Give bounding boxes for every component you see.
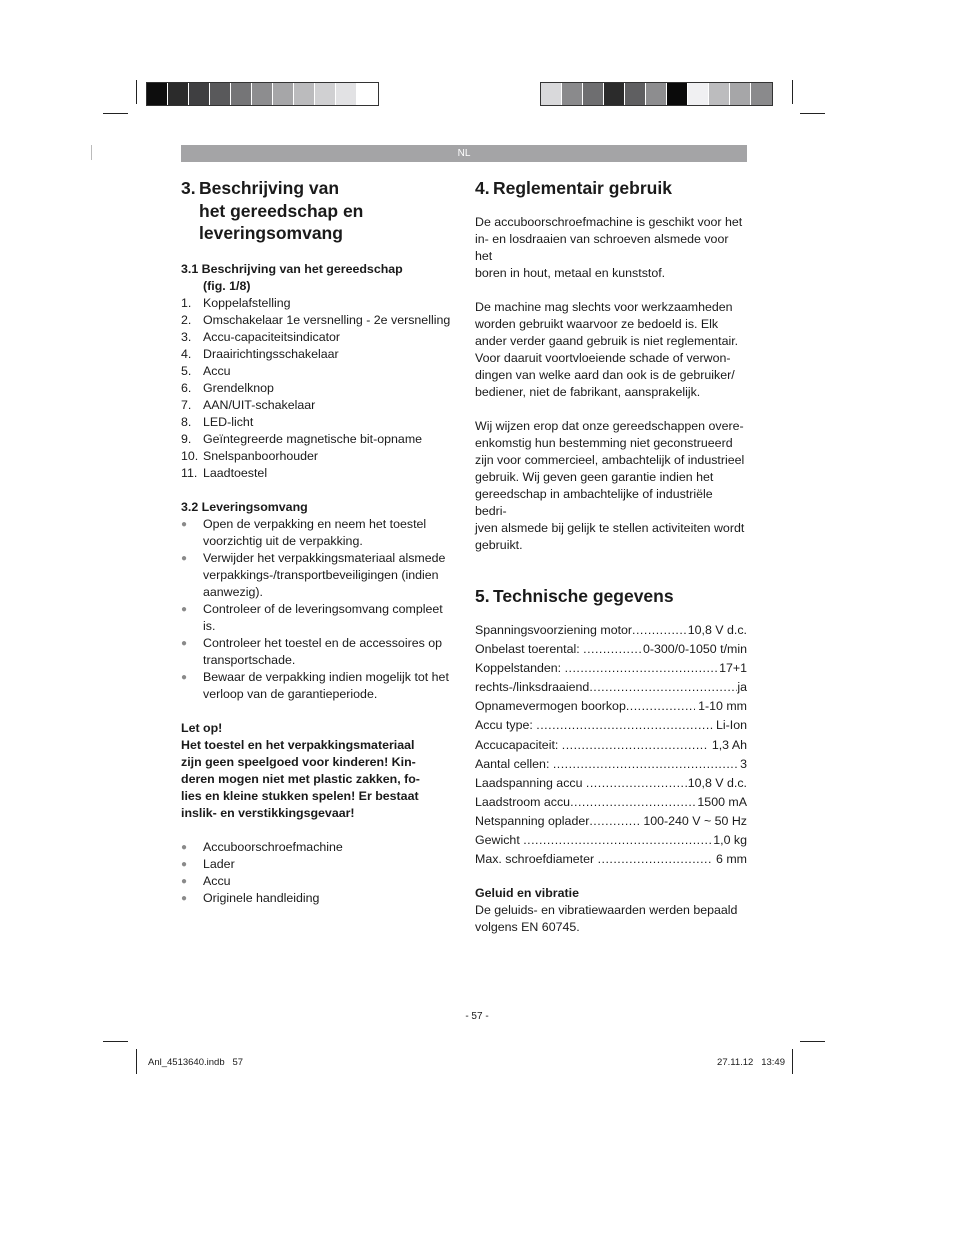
crop-mark xyxy=(792,1049,793,1074)
item-label: Accu xyxy=(203,873,231,888)
spec-label: Accucapaciteit: xyxy=(475,737,562,752)
item-label: LED-licht xyxy=(203,414,254,429)
item-text xyxy=(203,635,442,669)
crop-mark xyxy=(792,80,793,104)
spec-label: Max. schroefdiameter xyxy=(475,852,598,867)
crop-mark xyxy=(103,113,128,114)
spec-label: rechts-/linksdraaiend xyxy=(475,680,590,695)
color-swatch xyxy=(688,83,709,105)
color-swatch xyxy=(168,83,189,105)
text-line: boren in hout, metaal en kunststof. xyxy=(475,265,666,280)
spec-row xyxy=(475,813,747,832)
bullet-icon: ● xyxy=(181,671,188,683)
text-line: transportschade. xyxy=(203,652,296,667)
list-item xyxy=(181,329,453,346)
item-label: AAN/UIT-schakelaar xyxy=(203,397,316,412)
bullet-icon: ● xyxy=(181,603,188,615)
list-item xyxy=(181,873,453,890)
noise-heading: Geluid en vibratie xyxy=(475,886,579,901)
spec-value: 1,3 Ah xyxy=(708,737,747,752)
color-calibration-bar-left xyxy=(146,82,379,106)
text-line: zijn voor commercieel, ambachtelijk of industrieel xyxy=(475,452,745,467)
usage-paragraph-2 xyxy=(475,299,747,401)
spec-value: 0-300/0-1050 t/min xyxy=(642,642,747,657)
crop-mark xyxy=(91,145,92,160)
text-line: Wij wijzen erop dat onze gereedschappen overe- xyxy=(475,418,744,433)
text-line: De accuboorschroefmachine is geschikt voor het xyxy=(475,214,743,229)
list-item xyxy=(181,550,453,601)
color-swatch xyxy=(147,83,168,105)
dot-leader xyxy=(598,851,713,868)
spec-value: 17+1 xyxy=(719,661,747,676)
item-number: 10. xyxy=(181,448,199,463)
list-item xyxy=(181,839,453,856)
technical-specs-table xyxy=(475,622,747,870)
spec-row xyxy=(475,641,747,660)
text-line: Open de verpakking en neem het toestel xyxy=(203,516,427,531)
spec-label: Spanningsvoorziening motor xyxy=(475,623,633,637)
noise-text xyxy=(475,902,747,936)
spec-row xyxy=(475,660,747,679)
color-swatch xyxy=(315,83,336,105)
item-label: Draairichtingsschakelaar xyxy=(203,346,339,361)
bullet-icon: ● xyxy=(181,858,188,870)
list-item xyxy=(181,601,453,635)
text-line: verloop van de garantieperiode. xyxy=(203,686,378,701)
text-line: is. xyxy=(203,618,216,633)
text-line: voorzichtig uit de verpakking. xyxy=(203,533,363,548)
item-text xyxy=(203,550,445,601)
text-line: dingen van welke aard dan ook is de gebruiker/ xyxy=(475,367,735,382)
color-calibration-bar-right xyxy=(540,82,773,106)
spec-value: 100-240 V ~ 50 Hz xyxy=(639,813,747,828)
delivery-steps-list xyxy=(181,516,453,703)
item-number: 2. xyxy=(181,312,192,327)
color-swatch xyxy=(751,83,772,105)
spec-value: 10,8 V d.c. xyxy=(687,623,747,637)
list-item xyxy=(181,346,453,363)
color-swatch xyxy=(730,83,751,105)
list-item xyxy=(181,516,453,550)
text-line: ander verder gaand gebruik is niet reglementair. xyxy=(475,333,739,348)
spec-label: Gewicht xyxy=(475,833,524,848)
item-number: 5. xyxy=(181,363,192,378)
text-line: enkomstig hun bestemming niet geconstrueerd xyxy=(475,435,733,450)
dot-leader xyxy=(536,717,712,734)
item-label: Laadtoestel xyxy=(203,465,268,480)
color-swatch xyxy=(604,83,625,105)
dot-leader xyxy=(562,737,709,754)
spec-label: Koppelstanden: xyxy=(475,661,565,676)
dot-leader xyxy=(632,622,688,639)
list-item xyxy=(181,635,453,669)
color-swatch xyxy=(231,83,252,105)
warning-line: Het toestel en het verpakkingsmateriaal xyxy=(181,737,415,752)
spec-value: 1-10 mm xyxy=(694,699,747,714)
spec-value: 10,8 V d.c. xyxy=(687,775,747,790)
bullet-icon: ● xyxy=(181,892,188,904)
dot-leader xyxy=(589,813,640,830)
spec-label: Aantal cellen: xyxy=(475,756,553,771)
text-line: gereedschap in ambachtelijke of industriële bedri- xyxy=(475,486,713,518)
spec-value: 3 xyxy=(736,756,747,771)
color-swatch xyxy=(562,83,583,105)
crop-mark xyxy=(136,1049,137,1074)
section-3-heading: 3. Beschrijving van het gereedschap en leveringsomvang xyxy=(181,178,364,243)
left-column xyxy=(181,177,453,907)
item-number: 6. xyxy=(181,380,192,395)
dot-leader xyxy=(553,756,737,773)
spec-row xyxy=(475,794,747,813)
usage-paragraph-3 xyxy=(475,418,747,554)
item-number: 11. xyxy=(181,465,198,480)
list-item xyxy=(181,669,453,703)
spec-row xyxy=(475,756,747,775)
text-line: aanwezig). xyxy=(203,584,263,599)
list-item xyxy=(181,431,453,448)
spec-label: Laadspanning accu xyxy=(475,775,586,790)
color-swatch xyxy=(273,83,294,105)
dot-leader xyxy=(589,679,737,696)
spec-value: ja xyxy=(737,680,747,695)
list-item xyxy=(181,295,453,312)
spec-value: 1,0 kg xyxy=(713,833,747,848)
language-header: NL xyxy=(181,145,747,162)
color-swatch xyxy=(667,83,688,105)
dot-leader xyxy=(586,775,688,792)
section-4-heading: 4. Reglementair gebruik xyxy=(475,178,672,198)
list-item xyxy=(181,414,453,431)
bullet-icon: ● xyxy=(181,552,188,564)
section-5-heading: 5. Technische gegevens xyxy=(475,585,674,606)
item-label: Omschakelaar 1e versnelling - 2e versnelling xyxy=(203,312,451,327)
warning-line: Let op! xyxy=(181,720,223,735)
subsection-3-1-heading: 3.1 Beschrijving van het gereedschap (fig. 1/8) xyxy=(181,261,403,293)
item-label: Originele handleiding xyxy=(203,890,320,905)
crop-mark xyxy=(800,1041,825,1042)
bullet-icon: ● xyxy=(181,875,188,887)
crop-mark xyxy=(136,80,137,104)
text-line: verpakkings-/transportbeveiligingen (indien xyxy=(203,567,439,582)
item-label: Grendelknop xyxy=(203,380,274,395)
page-number: - 57 - xyxy=(465,1011,489,1022)
dot-leader xyxy=(523,832,713,849)
text-line: bediener, niet de fabrikant, aansprakelijk. xyxy=(475,384,701,399)
item-label: Snelspanboorhouder xyxy=(203,448,319,463)
text-line: Controleer of de leveringsomvang compleet xyxy=(203,601,443,616)
spec-row xyxy=(475,832,747,851)
print-date-info: 27.11.12 13:49 xyxy=(717,1057,785,1068)
list-item xyxy=(181,465,453,482)
bullet-icon: ● xyxy=(181,841,188,853)
color-swatch xyxy=(625,83,646,105)
subsection-3-2-heading: 3.2 Leveringsomvang xyxy=(181,499,308,514)
text-line: in- en losdraaien van schroeven alsmede voor het xyxy=(475,231,729,263)
list-item xyxy=(181,380,453,397)
bullet-icon: ● xyxy=(181,637,188,649)
text-line: worden gebruikt waarvoor ze bedoeld is. Elk xyxy=(475,316,719,331)
color-swatch xyxy=(252,83,273,105)
spec-label: Laadstroom accu xyxy=(475,794,571,809)
item-text xyxy=(203,516,426,550)
spec-row xyxy=(475,622,747,641)
spec-label: Netspanning oplader xyxy=(475,813,590,828)
warning-line: inslik- en verstikkingsgevaar! xyxy=(181,805,355,820)
text-line: volgens EN 60745. xyxy=(475,920,580,935)
list-item xyxy=(181,890,453,907)
color-swatch xyxy=(357,83,378,105)
list-item xyxy=(181,312,453,329)
item-number: 1. xyxy=(181,295,192,310)
item-number: 4. xyxy=(181,346,192,361)
item-label: Koppelafstelling xyxy=(203,295,291,310)
usage-paragraph-1 xyxy=(475,214,747,282)
crop-mark xyxy=(800,113,825,114)
item-number: 3. xyxy=(181,329,192,344)
item-label: Lader xyxy=(203,856,235,871)
dot-leader xyxy=(626,698,695,715)
color-swatch xyxy=(294,83,315,105)
color-swatch xyxy=(210,83,231,105)
warning-line: deren mogen niet met plastic zakken, fo- xyxy=(181,771,420,786)
text-line: Bewaar de verpakking indien mogelijk tot het xyxy=(203,669,449,684)
spec-row xyxy=(475,717,747,736)
text-line: jven alsmede bij gelijk te stellen activiteiten wordt xyxy=(475,520,745,535)
dot-leader xyxy=(570,794,697,811)
item-label: Accuboorschroefmachine xyxy=(203,839,343,854)
parts-list xyxy=(181,295,453,482)
color-swatch xyxy=(583,83,604,105)
right-column xyxy=(475,177,747,936)
text-line: gebruikt. xyxy=(475,537,523,552)
spec-value: 1500 mA xyxy=(697,794,747,809)
spec-value: 6 mm xyxy=(712,852,747,867)
color-swatch xyxy=(336,83,357,105)
spec-row xyxy=(475,737,747,756)
dot-leader xyxy=(565,660,720,677)
spec-row xyxy=(475,851,747,870)
text-line: Verwijder het verpakkingsmateriaal alsmede xyxy=(203,550,446,565)
text-line: Controleer het toestel en de accessoires op xyxy=(203,635,443,650)
warning-line: lies en kleine stukken spelen! Er bestaat xyxy=(181,788,419,803)
spec-value: Li-Ion xyxy=(712,718,747,733)
color-swatch xyxy=(709,83,730,105)
item-label: Accu-capaciteitsindicator xyxy=(203,329,341,344)
crop-mark xyxy=(103,1041,128,1042)
item-text xyxy=(203,669,449,703)
color-swatch xyxy=(189,83,210,105)
spec-row xyxy=(475,775,747,794)
list-item xyxy=(181,397,453,414)
item-number: 7. xyxy=(181,397,192,412)
item-text xyxy=(203,601,443,635)
list-item xyxy=(181,363,453,380)
item-number: 9. xyxy=(181,431,192,446)
color-swatch xyxy=(541,83,562,105)
warning-line: zijn geen speelgoed voor kinderen! Kin- xyxy=(181,754,416,769)
delivery-contents-list xyxy=(181,839,453,907)
spec-label: Accu type: xyxy=(475,718,537,733)
item-label: Geïntegreerde magnetische bit-opname xyxy=(203,431,423,446)
text-line: Voor daaruit voortvloeiende schade of verwon- xyxy=(475,350,731,365)
item-label: Accu xyxy=(203,363,231,378)
spec-label: Onbelast toerental: xyxy=(475,642,584,657)
dot-leader xyxy=(583,641,643,658)
item-number: 8. xyxy=(181,414,192,429)
list-item xyxy=(181,856,453,873)
color-swatch xyxy=(646,83,667,105)
spec-row xyxy=(475,698,747,717)
print-file-info: Anl_4513640.indb 57 xyxy=(148,1057,244,1068)
text-line: De geluids- en vibratiewaarden werden bepaald xyxy=(475,903,738,918)
spec-label: Opnamevermogen boorkop xyxy=(475,699,626,714)
safety-warning xyxy=(181,720,453,822)
list-item xyxy=(181,448,453,465)
spec-row xyxy=(475,679,747,698)
text-line: De machine mag slechts voor werkzaamheden xyxy=(475,299,733,314)
bullet-icon: ● xyxy=(181,518,188,530)
text-line: gebruik. Wij geven geen garantie indien het xyxy=(475,469,714,484)
